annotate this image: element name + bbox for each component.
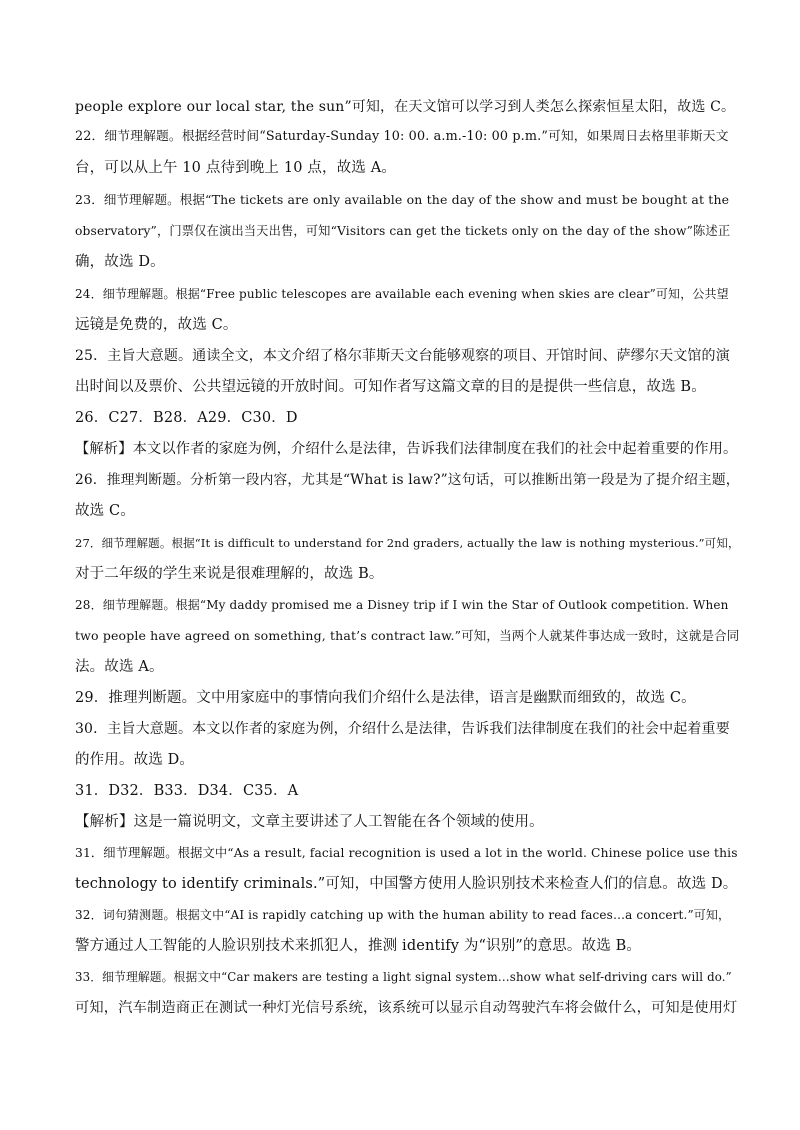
text-line: 警方通过人工智能的人脸识别技术来抓犯人，推测 identify 为“识别”的意思。故选 B。: [75, 938, 642, 954]
text-line: 故选 C。: [75, 503, 135, 519]
text-line: people explore our local star, the sun”可知，在天文馆可以学习到人类怎么探索恒星太阳，故选 C。: [75, 99, 736, 115]
text-line: two people have agreed on something, that’s contract law.”可知，当两个人就某件事达成一致时，这就是合同: [75, 628, 740, 643]
text-line: 28．细节理解题。根据“My daddy promised me a Disney trip if I win the Star of Outlook competition. When: [75, 598, 729, 612]
text-line: 24．细节理解题。根据“Free public telescopes are available each evening when skies are clear”可知，公共望: [75, 287, 729, 301]
text-line: 33．细节理解题。根据文中“Car makers are testing a light signal system…show what self-driving cars will do.”: [75, 970, 732, 984]
text-line: 31．D32．B33．D34．C35．A: [75, 783, 299, 799]
text-line: 远镜是免费的，故选 C。: [75, 317, 238, 333]
text-line: 29．推理判断题。文中用家庭中的事情向我们介绍什么是法律，语言是幽默而细致的，故选 C。: [75, 690, 696, 706]
text-line: 30．主旨大意题。本文以作者的家庭为例，介绍什么是法律，告诉我们法律制度在我们的社会中起着重要: [75, 721, 730, 737]
text-line: 27．细节理解题。根据“It is difficult to understand for 2nd graders, actually the law is nothing mysterious.”可知，: [75, 536, 740, 550]
text-line: 26．C27．B28．A29．C30．D: [75, 410, 298, 426]
text-line: observatory”，门票仅在演出当天出售，可知“Visitors can get the tickets only on the day of the show”陈述正: [75, 224, 731, 238]
text-line: 的作用。故选 D。: [75, 752, 195, 768]
text-line: 23．细节理解题。根据“The tickets are only available on the day of the show and must be bought at the: [75, 192, 730, 207]
text-line: 25．主旨大意题。通读全文，本文介绍了格尔菲斯天文台能够观察的项目、开馆时间、萨缪尔天文馆的演: [75, 348, 730, 364]
text-line: 法。故选 A。: [75, 659, 164, 675]
text-line: 26．推理判断题。分析第一段内容，尤其是“What is law?”这句话，可以推断出第一段是为了提介绍主题，: [75, 472, 740, 488]
text-line: 32．词句猜测题。根据文中“AI is rapidly catching up with the human ability to read faces…a concert.”可知，: [75, 908, 731, 922]
text-line: 【解析】这是一篇说明文，文章主要讲述了人工智能在各个领域的使用。: [75, 814, 544, 830]
text-line: 【解析】本文以作者的家庭为例，介绍什么是法律，告诉我们法律制度在我们的社会中起着重要的作用。: [75, 441, 738, 457]
text-line: 可知，汽车制造商正在测试一种灯光信号系统，该系统可以显示自动驾驶汽车将会做什么，可知是使用灯: [75, 1000, 738, 1016]
text-line: 出时间以及票价、公共望远镜的开放时间。可知作者写这篇文章的目的是提供一些信息，故选 B。: [75, 379, 706, 395]
text-line: 31．细节理解题。根据文中“As a result, facial recognition is used a lot in the world. Chinese police use this: [75, 846, 738, 860]
text-line: technology to identify criminals.”可知，中国警方使用人脸识别技术来检查人们的信息。故选 D。: [75, 876, 738, 892]
text-line: 确，故选 D。: [75, 254, 165, 270]
text-line: 对于二年级的学生来说是很难理解的，故选 B。: [75, 566, 384, 582]
text-line: 台，可以从上午 10 点待到晚上 10 点，故选 A。: [75, 160, 396, 176]
text-line: 22．细节理解题。根据经营时间“Saturday-Sunday 10: 00. a.m.-10: 00 p.m.”可知，如果周日去格里菲斯天文: [75, 129, 729, 144]
